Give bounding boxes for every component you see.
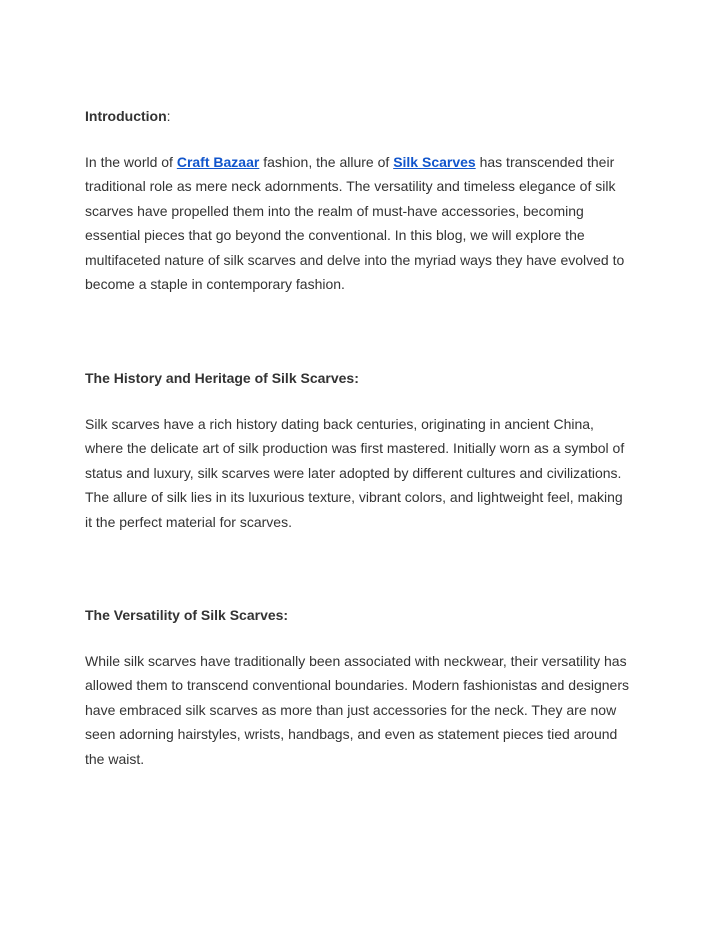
versatility-line-5: the waist. <box>85 750 145 767</box>
intro-heading <box>85 104 171 128</box>
intro-paragraph <box>85 150 645 296</box>
history-line-1: Silk scarves have a rich history dating back centuries, originating in ancient China, <box>85 416 594 432</box>
intro-text: has transcended their <box>475 154 615 170</box>
intro-text: In the world of <box>85 154 177 170</box>
silk-scarves-link[interactable]: Silk Scarves <box>393 154 476 170</box>
history-paragraph <box>85 412 645 534</box>
intro-heading-text: Introduction <box>85 108 167 124</box>
craft-bazaar-link[interactable]: Craft Bazaar <box>176 154 260 170</box>
history-line-2: where the delicate art of silk production was first mastered. Initially worn as a symbol of <box>85 440 625 457</box>
history-line-5: it the perfect material for scarves. <box>85 513 292 530</box>
versatility-line-1: While silk scarves have traditionally been associated with neckwear, their versatility has <box>85 653 627 669</box>
history-line-3: status and luxury, silk scarves were later adopted by different cultures and civilizations. <box>85 464 622 481</box>
versatility-line-3: have embraced silk scarves as more than just accessories for the neck. They are now <box>85 701 617 718</box>
intro-line-5: multifaceted nature of silk scarves and delve into the myriad ways they have evolved to <box>85 251 625 268</box>
intro-line-1 <box>85 150 645 174</box>
intro-line-4: essential pieces that go beyond the conventional. In this blog, we will explore the <box>85 227 585 244</box>
versatility-paragraph <box>85 649 645 771</box>
intro-line-2: traditional role as mere neck adornments. The versatility and timeless elegance of silk <box>85 178 616 195</box>
history-line-4: The allure of silk lies in its luxurious texture, vibrant colors, and lightweight feel, making <box>85 489 623 506</box>
versatility-heading: The Versatility of Silk Scarves: <box>85 607 289 623</box>
intro-line-3: scarves have propelled them into the realm of must-have accessories, becoming <box>85 202 584 219</box>
history-heading: The History and Heritage of Silk Scarves: <box>85 370 359 386</box>
versatility-line-2: allowed them to transcend conventional boundaries. Modern fashionistas and designers <box>85 677 630 694</box>
intro-line-6: become a staple in contemporary fashion. <box>85 276 345 293</box>
intro-heading-colon: : <box>166 108 171 124</box>
versatility-line-4: seen adorning hairstyles, wrists, handbags, and even as statement pieces tied around <box>85 726 618 743</box>
intro-text: fashion, the allure of <box>259 154 394 170</box>
